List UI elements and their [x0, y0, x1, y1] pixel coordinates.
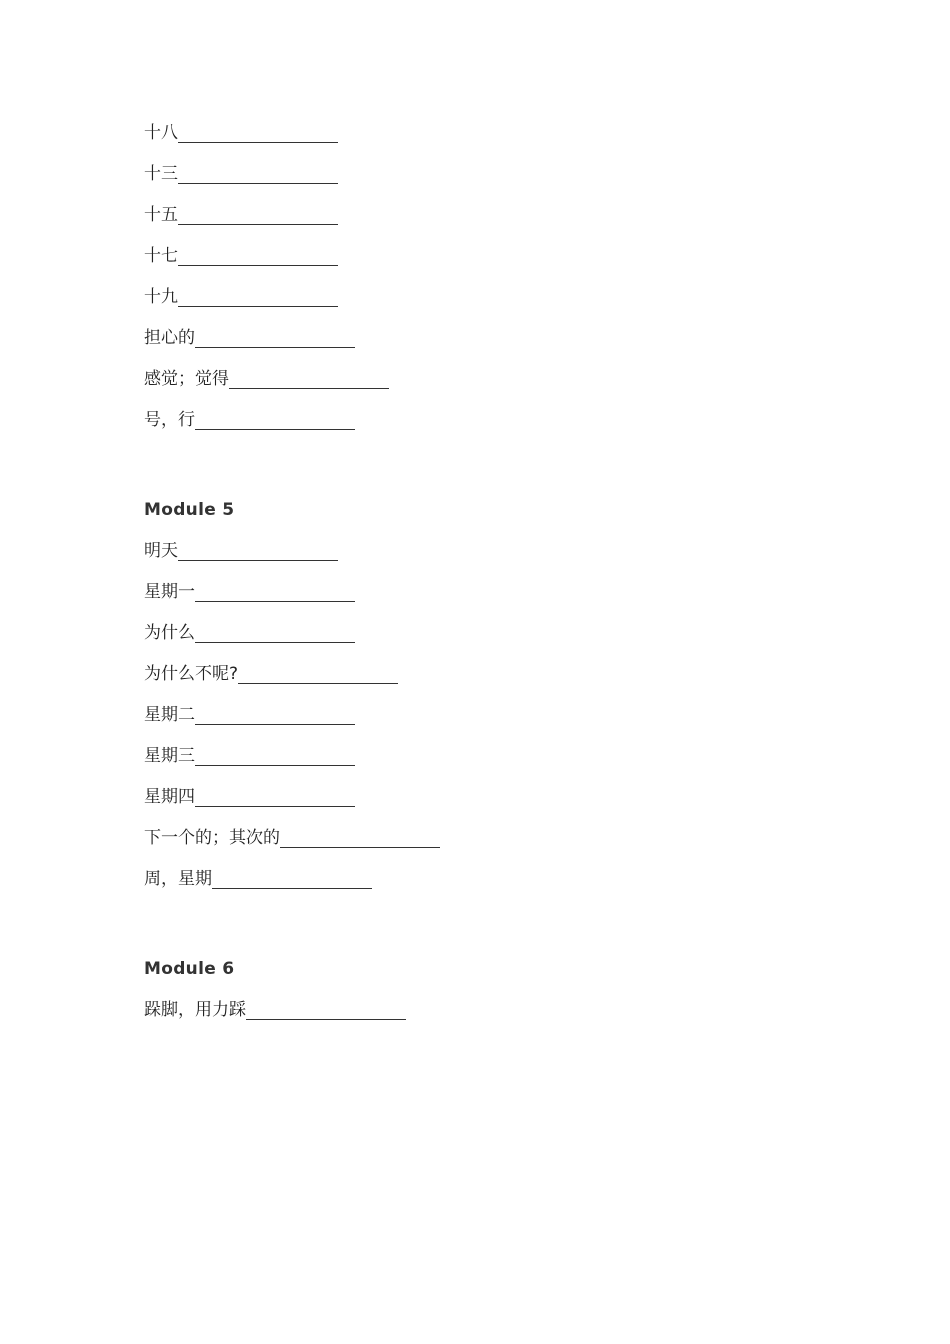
answer-blank[interactable]	[195, 744, 355, 766]
answer-blank[interactable]	[212, 867, 372, 889]
vocab-row	[144, 998, 844, 1039]
answer-blank[interactable]	[195, 326, 355, 348]
vocab-row	[144, 621, 844, 662]
vocab-row	[144, 367, 844, 408]
answer-blank[interactable]	[229, 367, 389, 389]
vocab-term: 星期三	[144, 746, 195, 766]
vocab-row	[144, 326, 844, 367]
vocab-row	[144, 244, 844, 285]
answer-blank[interactable]	[178, 539, 338, 561]
vocab-term: 星期一	[144, 582, 195, 602]
answer-blank[interactable]	[178, 203, 338, 225]
answer-blank[interactable]	[246, 998, 406, 1020]
vocab-term: 下一个的；其次的	[144, 828, 280, 848]
section-module-6	[144, 957, 844, 1039]
vocab-term: 周，星期	[144, 869, 212, 889]
vocab-term: 感觉；觉得	[144, 369, 229, 389]
vocab-row	[144, 162, 844, 203]
vocab-term: 十七	[144, 246, 178, 266]
section-module-5	[144, 498, 844, 908]
vocab-row	[144, 703, 844, 744]
vocab-term: 号，行	[144, 410, 195, 430]
vocab-term: 十九	[144, 287, 178, 307]
answer-blank[interactable]	[195, 785, 355, 807]
answer-blank[interactable]	[195, 703, 355, 725]
answer-blank[interactable]	[178, 285, 338, 307]
vocabulary-list	[144, 121, 844, 1039]
answer-blank[interactable]	[195, 580, 355, 602]
vocab-row	[144, 662, 844, 703]
vocab-term: 十八	[144, 123, 178, 143]
answer-blank[interactable]	[238, 662, 398, 684]
answer-blank[interactable]	[178, 162, 338, 184]
answer-blank[interactable]	[178, 121, 338, 143]
answer-blank[interactable]	[178, 244, 338, 266]
vocab-term: 星期四	[144, 787, 195, 807]
vocab-row	[144, 408, 844, 449]
vocab-row	[144, 867, 844, 908]
section-numbers-adjectives	[144, 121, 844, 449]
vocab-row	[144, 539, 844, 580]
answer-blank[interactable]	[280, 826, 440, 848]
vocab-row	[144, 121, 844, 162]
module-heading: Module 5	[144, 500, 235, 520]
vocab-term: 为什么不呢?	[144, 664, 239, 684]
vocab-term: 跺脚，用力踩	[144, 1000, 246, 1020]
vocab-term: 星期二	[144, 705, 195, 725]
vocab-term: 为什么	[144, 623, 195, 643]
answer-blank[interactable]	[195, 408, 355, 430]
vocab-row	[144, 285, 844, 326]
vocab-term: 十三	[144, 164, 178, 184]
vocab-row	[144, 826, 844, 867]
vocab-term: 担心的	[144, 328, 195, 348]
vocab-row	[144, 203, 844, 244]
module-heading: Module 6	[144, 959, 235, 979]
vocab-row	[144, 580, 844, 621]
vocab-term: 明天	[144, 541, 178, 561]
vocab-row	[144, 785, 844, 826]
vocab-term: 十五	[144, 205, 178, 225]
answer-blank[interactable]	[195, 621, 355, 643]
vocab-row	[144, 744, 844, 785]
